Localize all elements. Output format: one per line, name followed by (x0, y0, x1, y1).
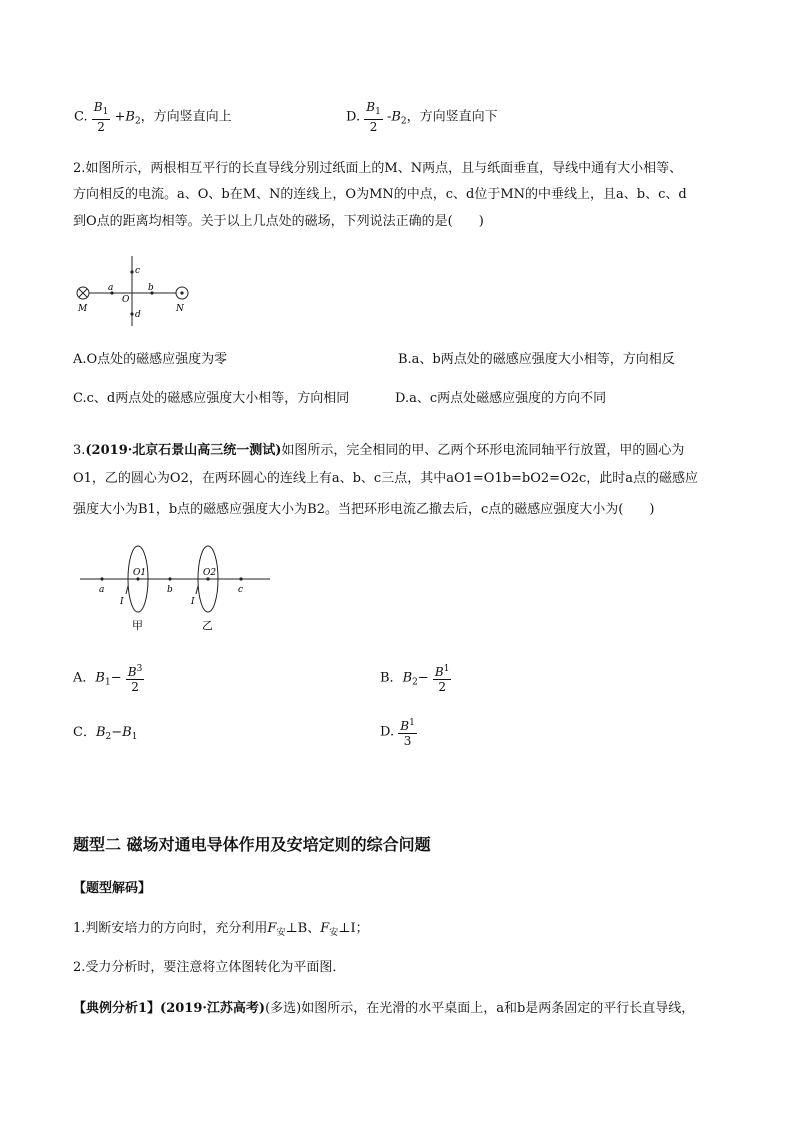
ring-label-O1: O1 (133, 568, 147, 578)
q3-ring-figure (78, 542, 278, 634)
q3-line-3: 强度大小为B1，b点的磁感应强度大小为B2。当把环形电流乙撤去后，c点的磁感应强度大小为( ) (73, 502, 655, 517)
tip-1: 1.判断安培力的方向时，充分利用$F_安\perp B$、$F_安\perp I$； (73, 921, 369, 938)
ring-label-I1: I (120, 597, 124, 607)
q3-option-b: B．$B_2-$ $\frac{B^1}{2}$ (380, 664, 450, 694)
ring-label-yi: 乙 (202, 619, 213, 632)
q3-line-1: 3.(2019·北京石景山高三统一测试)如图所示，完全相同的甲、乙两个环形电流同轴平行放置，甲的圆心为 (73, 443, 685, 458)
q3-option-d: D. $\frac{B^1}{3}$ (380, 718, 415, 748)
ring-label-O2: O2 (203, 568, 217, 578)
ring-label-b: b (167, 585, 173, 595)
label-c: c (135, 266, 141, 276)
q2-line-2: 方向相反的电流。a、O、b在M、N的连线上，O为MN的中点，c、d位于MN的中垂线上，且a、b、c、d (73, 187, 687, 202)
ring-label-I2: I (191, 597, 195, 607)
q2-wire-figure (70, 250, 200, 330)
ring-label-jia: 甲 (132, 619, 143, 632)
label-b: b (148, 283, 154, 293)
ring-label-c: c (238, 585, 244, 595)
fraction: $\frac{B^3}{2}$ (127, 664, 143, 694)
fraction: $\frac{B_1}{2}$ (366, 100, 381, 134)
example-1: 【典例分析1】(2019·江苏高考)(多选)如图所示，在光滑的水平桌面上，a和b是两条固定的平行长直导线， (73, 1001, 695, 1016)
q2-option-c: C.c、d两点处的磁感应强度大小相等，方向相同 (73, 391, 350, 406)
ring-label-a: a (99, 585, 105, 595)
q2-option-b: B.a、b两点处的磁感应强度大小相等，方向相反 (398, 352, 675, 367)
section-heading: 题型二 磁场对通电导体作用及安培定则的综合问题 (73, 835, 431, 854)
wire-out-icon (176, 287, 188, 299)
label-d: d (135, 310, 141, 320)
q3-option-a: A．$B_1-$ $\frac{B^3}{2}$ (73, 664, 143, 694)
q3-option-c: C．$B_2-B_1$ (73, 725, 138, 742)
fraction: $\frac{B_1}{2}$ (93, 100, 109, 134)
q1-option-c: C. $\frac{B_1}{2}$ $+B_2$，方向竖直向上 (74, 100, 232, 134)
q2-option-a: A.O点处的磁感应强度为零 (73, 352, 228, 367)
q3-line-2: O1，乙的圆心为O2，在两环圆心的连线上有a、b、c三点，其中aO1=O1b=bO2=O2c，此时a点的磁感应 (73, 471, 699, 486)
fraction: $\frac{B^1}{3}$ (400, 718, 415, 748)
wire-in-icon (77, 287, 89, 299)
q2-option-d: D.a、c两点处磁感应强度的方向不同 (395, 391, 607, 406)
label-N: N (176, 304, 184, 314)
label-O: O (122, 295, 130, 305)
fraction: $\frac{B^1}{2}$ (434, 664, 450, 694)
decode-label: 【题型解码】 (73, 881, 152, 896)
q2-line-3: 到O点的距离均相等。关于以上几点处的磁场，下列说法正确的是( ) (73, 214, 484, 229)
tip-2: 2.受力分析时，要注意将立体图转化为平面图． (73, 960, 346, 975)
q2-line-1: 2.如图所示，两根相互平行的长直导线分别过纸面上的M、N两点，且与纸面垂直，导线中通有大小相等、 (73, 161, 683, 176)
q1-option-d: D. $\frac{B_1}{2}$ $-B_2$，方向竖直向下 (346, 100, 498, 134)
label-a: a (108, 283, 114, 293)
label-M: M (78, 304, 88, 314)
